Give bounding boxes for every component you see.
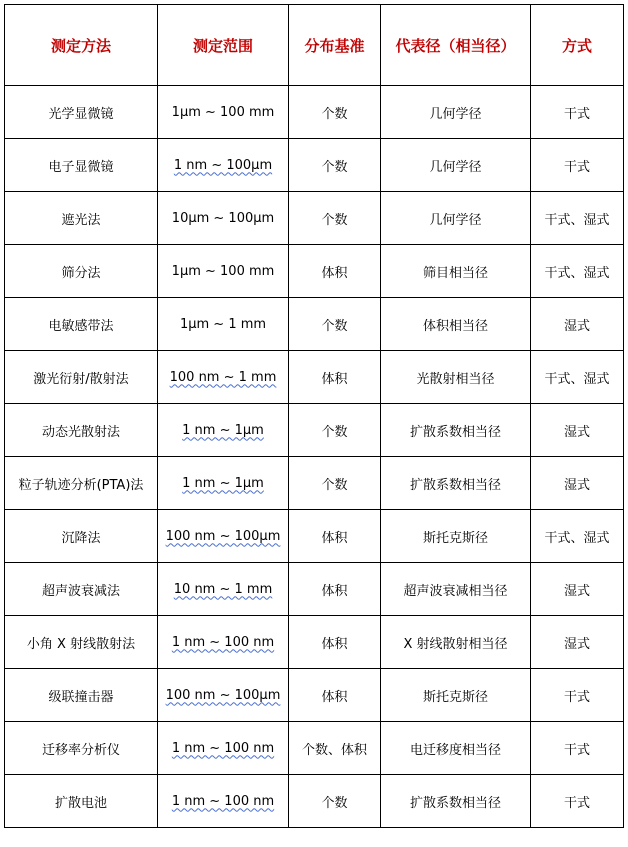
table-row xyxy=(5,139,624,192)
representative-diameter-cell: 扩散系数相当径 xyxy=(381,404,531,457)
representative-diameter-cell: 扩散系数相当径 xyxy=(381,775,531,828)
representative-diameter-cell: 超声波衰减相当径 xyxy=(381,563,531,616)
distribution-basis-cell: 个数 xyxy=(289,775,381,828)
mode-cell: 湿式 xyxy=(531,298,624,351)
table-row xyxy=(5,457,624,510)
method-cell: 级联撞击器 xyxy=(5,669,158,722)
method-cell: 动态光散射法 xyxy=(5,404,158,457)
method-cell: 扩散电池 xyxy=(5,775,158,828)
header-method: 测定方法 xyxy=(5,5,158,86)
range-cell: 1 nm ~ 1μm xyxy=(158,457,289,510)
table-row xyxy=(5,86,624,139)
method-cell: 电敏感带法 xyxy=(5,298,158,351)
table-row xyxy=(5,351,624,404)
header-row xyxy=(5,5,624,86)
mode-cell: 干式、湿式 xyxy=(531,351,624,404)
mode-cell: 干式 xyxy=(531,775,624,828)
header-distribution-basis: 分布基准 xyxy=(289,5,381,86)
method-cell: 小角 X 射线散射法 xyxy=(5,616,158,669)
representative-diameter-cell: X 射线散射相当径 xyxy=(381,616,531,669)
distribution-basis-cell: 个数 xyxy=(289,298,381,351)
representative-diameter-cell: 扩散系数相当径 xyxy=(381,457,531,510)
distribution-basis-cell: 个数 xyxy=(289,86,381,139)
range-cell: 1 nm ~ 1μm xyxy=(158,404,289,457)
method-cell: 激光衍射/散射法 xyxy=(5,351,158,404)
table-row xyxy=(5,616,624,669)
representative-diameter-cell: 斯托克斯径 xyxy=(381,669,531,722)
mode-cell: 干式、湿式 xyxy=(531,510,624,563)
distribution-basis-cell: 个数 xyxy=(289,192,381,245)
mode-cell: 干式 xyxy=(531,86,624,139)
method-cell: 迁移率分析仪 xyxy=(5,722,158,775)
table-row xyxy=(5,192,624,245)
mode-cell: 干式、湿式 xyxy=(531,192,624,245)
representative-diameter-cell: 几何学径 xyxy=(381,192,531,245)
mode-cell: 干式 xyxy=(531,139,624,192)
range-cell: 10μm ~ 100μm xyxy=(158,192,289,245)
distribution-basis-cell: 体积 xyxy=(289,669,381,722)
method-cell: 超声波衰减法 xyxy=(5,563,158,616)
representative-diameter-cell: 斯托克斯径 xyxy=(381,510,531,563)
distribution-basis-cell: 体积 xyxy=(289,563,381,616)
range-cell: 1 nm ~ 100 nm xyxy=(158,722,289,775)
range-cell: 1μm ~ 1 mm xyxy=(158,298,289,351)
header-range: 测定范围 xyxy=(158,5,289,86)
header-mode: 方式 xyxy=(531,5,624,86)
method-cell: 粒子轨迹分析(PTA)法 xyxy=(5,457,158,510)
range-cell: 1 nm ~ 100 nm xyxy=(158,775,289,828)
range-cell: 10 nm ~ 1 mm xyxy=(158,563,289,616)
distribution-basis-cell: 个数、体积 xyxy=(289,722,381,775)
distribution-basis-cell: 体积 xyxy=(289,245,381,298)
table-row xyxy=(5,669,624,722)
range-cell: 1 nm ~ 100μm xyxy=(158,139,289,192)
distribution-basis-cell: 个数 xyxy=(289,457,381,510)
representative-diameter-cell: 光散射相当径 xyxy=(381,351,531,404)
distribution-basis-cell: 个数 xyxy=(289,139,381,192)
range-cell: 100 nm ~ 100μm xyxy=(158,510,289,563)
table-row xyxy=(5,245,624,298)
range-cell: 100 nm ~ 1 mm xyxy=(158,351,289,404)
header-representative-diameter: 代表径（相当径） xyxy=(381,5,531,86)
distribution-basis-cell: 体积 xyxy=(289,616,381,669)
representative-diameter-cell: 筛目相当径 xyxy=(381,245,531,298)
table-row xyxy=(5,404,624,457)
representative-diameter-cell: 几何学径 xyxy=(381,139,531,192)
mode-cell: 干式 xyxy=(531,722,624,775)
measurement-methods-table xyxy=(4,4,624,828)
mode-cell: 湿式 xyxy=(531,616,624,669)
table-row xyxy=(5,298,624,351)
range-cell: 1 nm ~ 100 nm xyxy=(158,616,289,669)
table-row xyxy=(5,563,624,616)
table-row xyxy=(5,722,624,775)
mode-cell: 干式、湿式 xyxy=(531,245,624,298)
representative-diameter-cell: 体积相当径 xyxy=(381,298,531,351)
mode-cell: 湿式 xyxy=(531,563,624,616)
method-cell: 筛分法 xyxy=(5,245,158,298)
mode-cell: 湿式 xyxy=(531,457,624,510)
table-row xyxy=(5,775,624,828)
distribution-basis-cell: 体积 xyxy=(289,510,381,563)
representative-diameter-cell: 电迁移度相当径 xyxy=(381,722,531,775)
method-cell: 沉降法 xyxy=(5,510,158,563)
range-cell: 1μm ~ 100 mm xyxy=(158,245,289,298)
range-cell: 1μm ~ 100 mm xyxy=(158,86,289,139)
range-cell: 100 nm ~ 100μm xyxy=(158,669,289,722)
representative-diameter-cell: 几何学径 xyxy=(381,86,531,139)
table-row xyxy=(5,510,624,563)
mode-cell: 湿式 xyxy=(531,404,624,457)
method-cell: 电子显微镜 xyxy=(5,139,158,192)
method-cell: 光学显微镜 xyxy=(5,86,158,139)
method-cell: 遮光法 xyxy=(5,192,158,245)
mode-cell: 干式 xyxy=(531,669,624,722)
distribution-basis-cell: 体积 xyxy=(289,351,381,404)
distribution-basis-cell: 个数 xyxy=(289,404,381,457)
